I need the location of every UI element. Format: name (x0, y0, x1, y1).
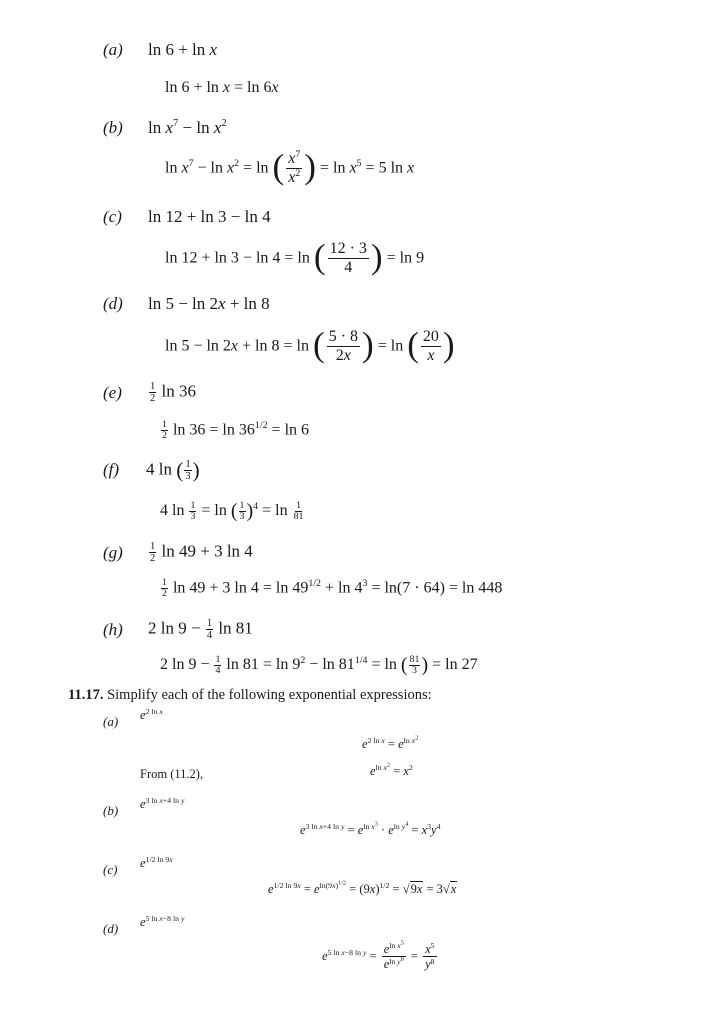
section-b-label: (b) (103, 803, 119, 818)
section-c-expression: $e^{1/2 ln 9x}$ (140, 855, 173, 870)
problem-e-expression: $\frac{1}{2}$ ln 36 (150, 381, 196, 405)
problem-b-label: (b) (103, 118, 123, 137)
problem-c-solution: ln 12 + ln 3 − ln 4 = ln ( $\frac{12 \cdot 3}{4}$ ) = ln 9 (165, 237, 425, 277)
problem-f-label: (f) (103, 460, 120, 479)
section-d-label: (d) (103, 921, 119, 936)
section-a-solution: $e^{2 ln x} = e^{ln x^2}$ (362, 734, 419, 751)
section-a-label: (a) (103, 714, 119, 729)
section-c-solution: $e^{1/2 ln 9x} = e^{ln(9x)^{1/2}} = (9x)^{1/2} = √9x = 3√x$ (268, 879, 457, 896)
section-d-solution: $e^{5 ln x-8 ln y}$ = $\frac{e^{ln x^5}}{e^{ln y^8}}$ = $\frac{x^5}{y^8}$ (322, 939, 435, 972)
problem-h-expression: 2 ln 9 − $\frac{1}{4}$ ln 81 (148, 618, 253, 642)
section-b-solution: $e^{3 ln x+4 ln y} = e^{ln x^3} \cdot e^{ln y^4} = x^3y^4$ (300, 820, 441, 837)
problem-g-label: (g) (103, 543, 123, 562)
problem-d-expression: ln 5 − ln 2x + ln 8 (148, 294, 270, 313)
problem-c-label: (c) (103, 207, 122, 226)
problem-e-solution: $\frac{1}{2}$ $\ln 36 = \ln 36^{1/2} = \ln 6$ (162, 419, 310, 442)
section-b-expression: $e^{3 ln x+4 ln y}$ (140, 796, 185, 811)
problem-a-label: (a) (103, 40, 123, 59)
section-a-note: From (11.2), (140, 767, 204, 781)
problem-a-expression: ln 6 + ln x (148, 40, 218, 59)
problem-g-solution: $\frac{1}{2}$ ln 49 + 3 $\ln 4 = \ln 49^{1/2} + \ln 4^3 = \ln(7 \cdot 64) = \ln 448$ (162, 577, 503, 600)
problem-c-expression: ln 12 + ln 3 − ln 4 (148, 207, 271, 226)
problem-g-expression: $\frac{1}{2}$ ln 49 + 3 ln 4 (150, 541, 253, 565)
problem-h-solution: 2 ln 9 − $\frac{1}{4}$ $\ln 81 = \ln 9^2 - \ln 81^{1/4} = \ln$ ( $\frac{81}{3}$ ) = ln 27 (160, 653, 478, 676)
problem-d-label: (d) (103, 294, 123, 313)
problem-d-solution: ln 5 − ln 2x + ln 8 = ln ( $\frac{5 \cdot 8}{2x}$ ) = ln ( $\frac{20}{x}$ ) (165, 325, 455, 365)
section-heading (68, 687, 432, 704)
problem-a-solution: ln 6 + ln x = ln 6x (165, 79, 279, 96)
section-number: 11.17. (68, 687, 104, 703)
problem-b-expression: $\ln x^7 - \ln x^2$ (148, 118, 227, 137)
problem-b-solution: $\ln x^7 - \ln x^2 = \ln$ ( $\frac{x^7}{x^2}$ ) = $\ln x^5 = 5$ ln x (165, 147, 415, 187)
section-c-label: (c) (103, 862, 118, 877)
problem-e-label: (e) (103, 383, 122, 402)
problem-f-solution: 4 ln $\frac{1}{3}$ = ln ( $\frac{1}{3}$ )$^4$ = ln $\frac{1}{81}$ (160, 499, 304, 522)
problem-h-label: (h) (103, 620, 123, 639)
problem-f-expression: 4 ln ( $\frac{1}{3}$ ) (146, 458, 200, 482)
section-a-note-solution: $e^{ln x^2} = x^2$ (370, 761, 413, 778)
section-a-expression: $e^{2 ln x}$ (140, 707, 163, 722)
section-d-expression: $e^{5 ln x-8 ln y}$ (140, 914, 185, 929)
section-title: Simplify each of the following exponential expressions: (107, 687, 432, 703)
